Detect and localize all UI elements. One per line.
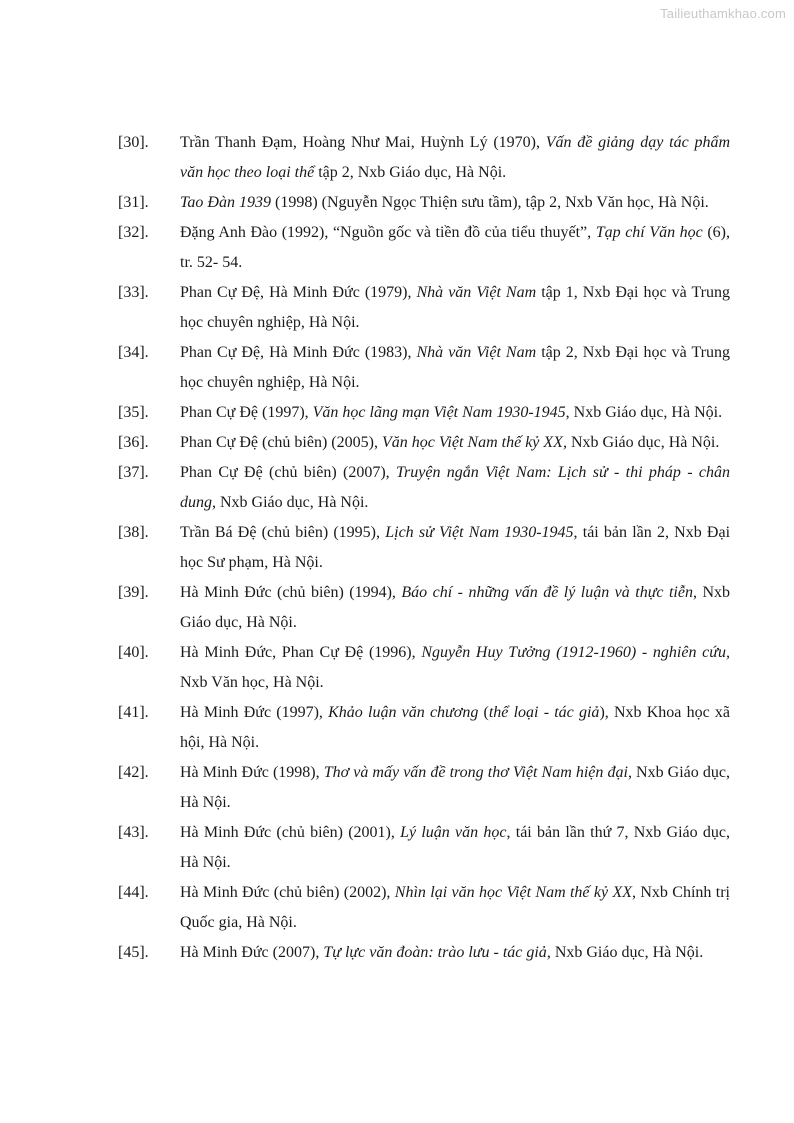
reference-segment: Phan Cự Đệ (1997),	[180, 404, 313, 421]
reference-title: Lý luận văn học	[400, 824, 507, 841]
reference-segment: , Nxb Giáo dục, Hà Nội.	[212, 494, 369, 511]
reference-segment: Trần Bá Đệ (chủ biên) (1995),	[180, 524, 386, 541]
reference-segment: , tái bản lần 2, Nxb Đại học Sư phạm, Hà Nội.	[180, 524, 731, 571]
reference-title: Tao Đàn 1939	[180, 194, 271, 211]
reference-text	[180, 458, 730, 518]
reference-segment: tập 2, Nxb Giáo dục, Hà Nội.	[314, 164, 507, 181]
reference-item	[118, 398, 730, 428]
reference-item	[118, 938, 730, 968]
reference-number: [37].	[118, 464, 149, 481]
reference-item	[118, 518, 730, 578]
reference-segment: , tái bản lần thứ 7, Nxb Giáo dục, Hà Nội.	[180, 824, 730, 871]
reference-title: Nhìn lại văn học Việt Nam thế kỷ XX	[394, 884, 633, 901]
reference-segment: , Nxb Chính trị Quốc gia, Hà Nội.	[180, 884, 730, 931]
reference-item	[118, 218, 730, 278]
reference-item	[118, 878, 730, 938]
reference-text	[180, 878, 730, 938]
reference-segment: Hà Minh Đức (chủ biên) (1994),	[180, 584, 402, 601]
reference-item	[118, 818, 730, 878]
reference-title: Tự lực văn đoàn: trào lưu - tác giả	[323, 944, 547, 961]
reference-text	[180, 278, 730, 338]
reference-segment: Hà Minh Đức (chủ biên) (2001),	[180, 824, 401, 841]
reference-title: Nguyễn Huy Tưởng (1912-1960) - nghiên cứu,	[421, 644, 731, 661]
reference-title: Truyện ngắn Việt Nam: Lịch sử - thi pháp - chân dung	[180, 464, 731, 511]
reference-segment: Đặng Anh Đào (1992), “Nguồn gốc và tiền đồ của tiểu thuyết”,	[180, 224, 596, 241]
reference-number: [38].	[118, 524, 149, 541]
reference-title: Lịch sử Việt Nam 1930-1945	[385, 524, 574, 541]
reference-number: [34].	[118, 344, 149, 361]
reference-title: Nhà văn Việt Nam	[416, 344, 537, 361]
reference-item	[118, 188, 730, 218]
reference-segment: Hà Minh Đức (chủ biên) (2002),	[180, 884, 395, 901]
reference-title: Nhà văn Việt Nam	[416, 284, 537, 301]
reference-segment: ), Nxb Khoa học xã hội, Hà Nội.	[180, 704, 730, 751]
reference-title: Thơ và mấy vấn đề trong thơ Việt Nam hiện đại	[323, 764, 628, 781]
reference-number: [31].	[118, 194, 149, 211]
reference-text	[180, 338, 730, 398]
reference-item	[118, 428, 730, 458]
reference-title: thể loại - tác giả	[488, 704, 600, 721]
reference-title: Tạp chí Văn học	[595, 224, 703, 241]
reference-text	[180, 638, 730, 698]
reference-number: [44].	[118, 884, 149, 901]
reference-segment: Nxb Giáo dục, Hà Nội.	[566, 434, 720, 451]
reference-item	[118, 128, 730, 188]
reference-segment: , Nxb Giáo dục, Hà Nội.	[180, 584, 731, 631]
reference-segment: , Nxb Giáo dục, Hà Nội.	[546, 944, 704, 961]
reference-segment: Hà Minh Đức (2007),	[180, 944, 324, 961]
reference-segment: Phan Cự Đệ (chủ biên) (2005),	[180, 434, 382, 451]
reference-text	[180, 128, 730, 188]
reference-number: [41].	[118, 704, 149, 721]
reference-text	[180, 518, 730, 578]
reference-text	[180, 188, 730, 218]
reference-segment: Trần Thanh Đạm, Hoàng Như Mai, Huỳnh Lý (1970),	[180, 134, 546, 151]
reference-number: [30].	[118, 134, 149, 151]
reference-text	[180, 938, 730, 968]
reference-text	[180, 758, 730, 818]
reference-number: [42].	[118, 764, 149, 781]
reference-number: [36].	[118, 434, 149, 451]
reference-segment: Phan Cự Đệ, Hà Minh Đức (1979),	[180, 284, 417, 301]
reference-text	[180, 218, 730, 278]
reference-item	[118, 578, 730, 638]
reference-segment: tập 1, Nxb Đại học và Trung học chuyên nghiệp, Hà Nội.	[180, 284, 731, 331]
reference-segment: Hà Minh Đức (1997),	[180, 704, 329, 721]
reference-item	[118, 698, 730, 758]
reference-text	[180, 818, 730, 878]
reference-number: [39].	[118, 584, 149, 601]
reference-title: Văn học lãng mạn Việt Nam 1930-1945	[312, 404, 566, 421]
reference-title: Văn học Việt Nam thế kỷ XX,	[381, 434, 567, 451]
reference-number: [33].	[118, 284, 149, 301]
reference-segment: Hà Minh Đức, Phan Cự Đệ (1996),	[180, 644, 422, 661]
reference-segment: (1998) (Nguyễn Ngọc Thiện sưu tầm), tập 2, Nxb Văn học, Hà Nội.	[270, 194, 709, 211]
reference-text	[180, 398, 730, 428]
reference-number: [45].	[118, 944, 149, 961]
reference-number: [43].	[118, 824, 149, 841]
reference-segment: , Nxb Giáo dục, Hà Nội.	[180, 764, 730, 811]
reference-segment: Hà Minh Đức (1998),	[180, 764, 324, 781]
reference-item	[118, 458, 730, 518]
reference-item	[118, 638, 730, 698]
reference-list	[118, 128, 730, 968]
reference-segment: (6), tr. 52- 54.	[180, 224, 731, 271]
reference-segment: Nxb Văn học, Hà Nội.	[180, 674, 324, 691]
reference-item	[118, 338, 730, 398]
reference-text	[180, 578, 730, 638]
reference-segment: tập 2, Nxb Đại học và Trung học chuyên nghiệp, Hà Nội.	[180, 344, 731, 391]
reference-segment: (	[478, 704, 489, 721]
reference-segment: , Nxb Giáo dục, Hà Nội.	[565, 404, 723, 421]
reference-number: [32].	[118, 224, 149, 241]
reference-number: [35].	[118, 404, 149, 421]
reference-text	[180, 428, 730, 458]
reference-title: Báo chí - những vấn đề lý luận và thực tiễn	[401, 584, 693, 601]
reference-item	[118, 758, 730, 818]
reference-title: Vấn đề giảng dạy tác phẩm văn học theo loại thể	[180, 134, 730, 181]
reference-title: Khảo luận văn chương	[328, 704, 479, 721]
watermark: Tailieuthamkhao.com	[660, 6, 786, 21]
reference-number: [40].	[118, 644, 149, 661]
reference-text	[180, 698, 730, 758]
reference-segment: Phan Cự Đệ (chủ biên) (2007),	[180, 464, 396, 481]
reference-segment: Phan Cự Đệ, Hà Minh Đức (1983),	[180, 344, 417, 361]
reference-item	[118, 278, 730, 338]
